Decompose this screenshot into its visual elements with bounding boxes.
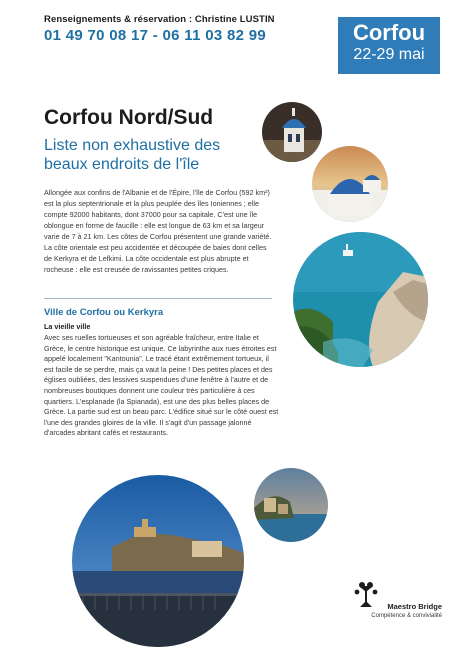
event-title: Corfou: [352, 20, 426, 45]
body-paragraph: Avec ses ruelles tortueuses et son agréable fraîcheur, entre Italie et Grèce, le centre historique est unique. Ce labyrinthe aux rues étroites est appelé localement "Kantounia". Le tracé étant extrêmement tortueux, il est facile de se perdre, mais ça vaut la peine ! Des petites places et des églises oubliées, des lessives suspendues d'une fenêtre à l'autre et de nombreuses boutiques donnent une couleur très particulière à ces quartiers. L'esplanade (la Spianada), est une des plus belles places de Grèce. La partie sud est un beau parc. L'édifice situé sur le côté ouest est l'une des grandes gloires de la ville. Il s'agit d'un passage jalonné d'arcades abritant cafés et restaurants.: [44, 333, 279, 438]
brand-name: Maestro Bridge: [387, 602, 442, 611]
event-badge: [338, 17, 440, 74]
event-dates: 22-29 mai: [353, 46, 425, 63]
subsection-title: La vieille ville: [44, 322, 91, 331]
page-title: Corfou Nord/Sud: [44, 106, 214, 129]
photo-church-dome: [262, 102, 322, 162]
contact-label: Renseignements & réservation : Christine LUSTIN: [44, 14, 275, 25]
photo-old-fortress-night: [72, 475, 244, 647]
bridge-cards-icon: [353, 580, 379, 610]
section-title: Ville de Corfou ou Kerkyra: [44, 307, 164, 318]
photo-turquoise-cove: [293, 232, 428, 367]
section-divider: [44, 298, 272, 299]
contact-phone[interactable]: 01 49 70 08 17 - 06 11 03 82 99: [44, 27, 266, 44]
photo-coastal-fortress: [254, 468, 328, 542]
photo-blue-domes: [312, 146, 388, 222]
page-subtitle: Liste non exhaustive des beaux endroits de l'île: [44, 137, 221, 173]
intro-paragraph: Allongée aux confins de l'Albanie et de l'Épire, l'île de Corfou (592 km²) est la plus septentrionale et la plus peuplée des îles Ioniennes ; elle compte 92000 habitants, dont 37000 pour sa capitale. C'est une île oblongue en forme de faucille : elle est longue de 63 km et sa largeur varie de 7 à 21 km. Les côtes de Corfou présentent une grande variété. La côte orientale est peu accidentée et découpée de baies dont celles de Kerkyra et de Lefkimi. La côte occidentale est plus abrupte et rocheuse : elle est creusée de ravissantes petites criques.: [44, 188, 272, 274]
brand-tagline: Compétence & convivialité: [371, 613, 442, 619]
contact-block: [44, 14, 275, 44]
